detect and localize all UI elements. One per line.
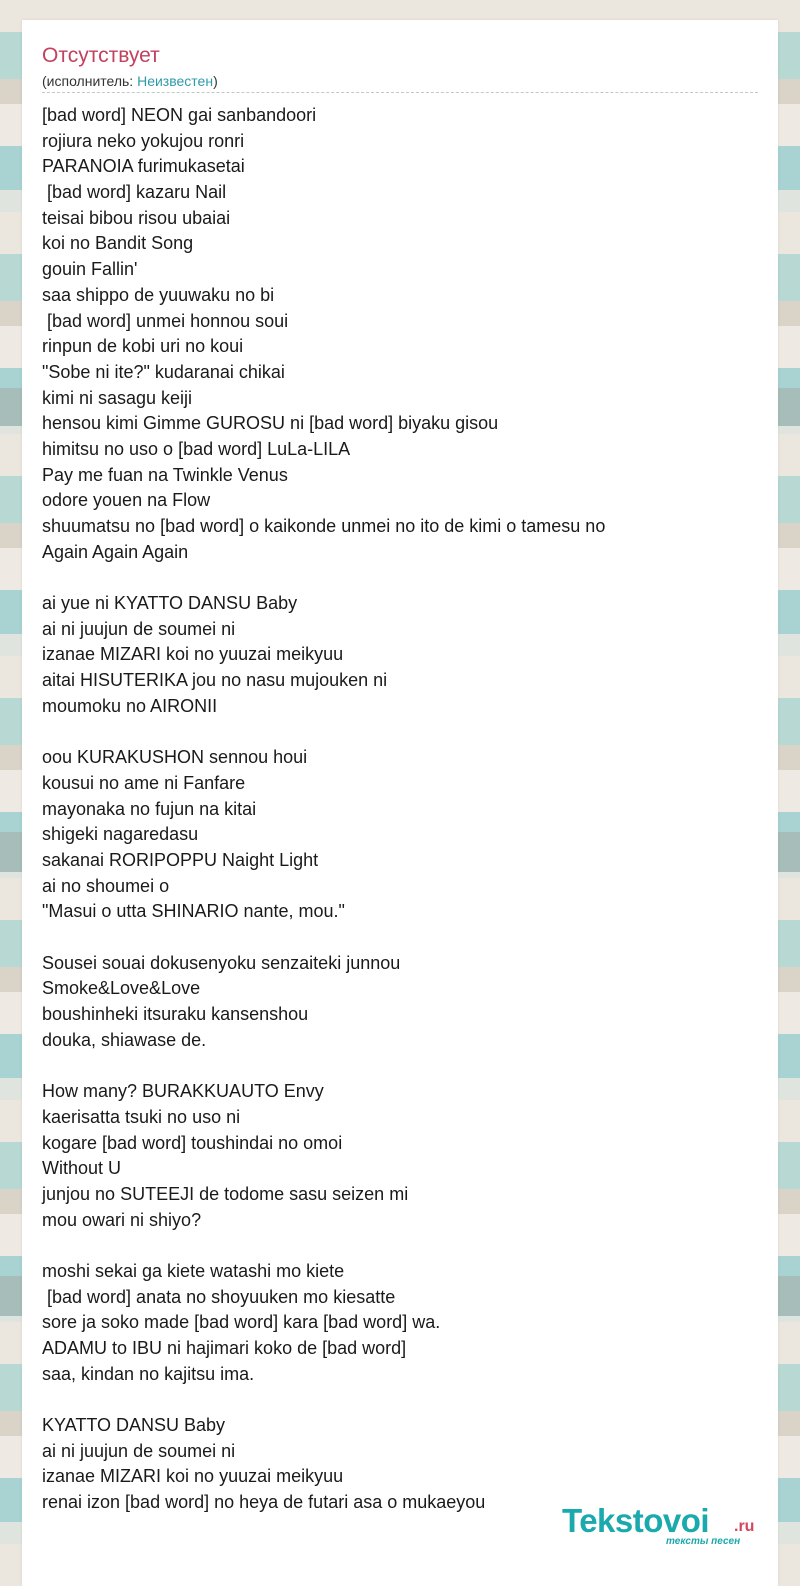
lyric-line: Smoke&Love&Love: [42, 978, 201, 999]
lyric-line: izanae MIZARI koi no yuuzai meikyuu: [42, 644, 344, 665]
lyric-line: mou owari ni shiyo?: [42, 1209, 202, 1230]
lyric-line: How many? BURAKKUAUTO Envy: [42, 1081, 324, 1102]
lyric-line: renai izon [bad word] no heya de futari asa o mukaeyou: [42, 1492, 486, 1513]
lyrics-text: [42, 103, 762, 1516]
lyric-line: ai ni juujun de soumei ni: [42, 618, 236, 639]
lyric-line: kaerisatta tsuki no uso ni: [42, 1106, 241, 1127]
lyric-line: ai ni juujun de soumei ni: [42, 1440, 236, 1461]
lyric-line: [42, 565, 762, 591]
lyric-line: "Masui o utta SHINARIO nante, mou.": [42, 901, 345, 922]
lyric-line: rojiura neko yokujou ronri: [42, 130, 245, 151]
lyric-line: [bad word] unmei honnou soui: [42, 310, 289, 331]
lyric-line: moshi sekai ga kiete watashi mo kiete: [42, 1260, 345, 1281]
lyric-line: kimi ni sasagu keiji: [42, 387, 193, 408]
lyric-line: teisai bibou risou ubaiai: [42, 207, 231, 228]
site-logo[interactable]: [562, 1502, 772, 1552]
logo-tagline: тексты песен: [666, 1536, 741, 1547]
lyric-line: aitai HISUTERIKA jou no nasu mujouken ni: [42, 670, 388, 691]
lyric-line: PARANOIA furimukasetai: [42, 156, 245, 177]
lyric-line: ai no shoumei o: [42, 875, 170, 896]
lyric-line: Again Again Again: [42, 541, 189, 562]
lyric-line: Pay me fuan na Twinkle Venus: [42, 464, 288, 485]
lyric-line: sore ja soko made [bad word] kara [bad word] wa.: [42, 1312, 441, 1333]
lyric-line: [bad word] anata no shoyuuken mo kiesatte: [42, 1286, 396, 1307]
lyric-line: [bad word] NEON gai sanbandoori: [42, 105, 317, 125]
artist-line: [42, 72, 218, 90]
lyric-line: [42, 925, 762, 951]
logo-tld: .ru: [734, 1518, 755, 1535]
lyric-line: rinpun de kobi uri no koui: [42, 336, 244, 357]
lyric-line: kousui no ame ni Fanfare: [42, 772, 246, 793]
lyric-line: [42, 1233, 762, 1259]
lyric-line: "Sobe ni ite?" kudaranai chikai: [42, 361, 285, 382]
lyric-line: ADAMU to IBU ni hajimari koko de [bad word]: [42, 1338, 407, 1358]
logo-name: Tekstovoi: [562, 1502, 710, 1539]
lyric-line: gouin Fallin': [42, 259, 138, 280]
lyric-line: KYATTO DANSU Baby: [42, 1415, 226, 1436]
lyric-line: [bad word] kazaru Nail: [42, 182, 227, 203]
lyric-line: Without U: [42, 1158, 122, 1179]
lyric-line: [42, 1053, 762, 1079]
lyric-line: shuumatsu no [bad word] o kaikonde unmei no ito de kimi o tamesu no: [42, 516, 606, 536]
lyric-line: koi no Bandit Song: [42, 233, 194, 254]
lyric-line: sakanai RORIPOPPU Naight Light: [42, 849, 319, 870]
lyric-line: kogare [bad word] toushindai no omoi: [42, 1132, 343, 1153]
lyric-line: himitsu no uso o [bad word] LuLa-LILA: [42, 438, 351, 459]
header-divider: [42, 92, 758, 93]
lyric-line: odore youen na Flow: [42, 490, 211, 511]
lyric-line: Sousei souai dokusenyoku senzaiteki junnou: [42, 952, 401, 973]
lyric-line: saa shippo de yuuwaku no bi: [42, 284, 275, 305]
song-title: Отсутствует: [42, 44, 160, 67]
lyric-line: boushinheki itsuraku kansenshou: [42, 1004, 309, 1025]
lyric-line: [42, 1387, 762, 1413]
artist-suffix: ): [213, 73, 218, 89]
lyric-line: hensou kimi Gimme GUROSU ni [bad word] biyaku gisou: [42, 413, 499, 434]
artist-prefix: (исполнитель:: [42, 73, 138, 89]
lyric-line: mayonaka no fujun na kitai: [42, 798, 257, 819]
lyric-line: saa, kindan no kajitsu ima.: [42, 1363, 255, 1384]
lyric-line: oou KURAKUSHON sennou houi: [42, 747, 308, 768]
lyric-line: izanae MIZARI koi no yuuzai meikyuu: [42, 1466, 344, 1487]
artist-link[interactable]: Неизвестен: [137, 73, 214, 89]
lyric-line: [42, 720, 762, 746]
lyric-line: junjou no SUTEEJI de todome sasu seizen mi: [42, 1183, 409, 1204]
lyric-line: ai yue ni KYATTO DANSU Baby: [42, 593, 298, 614]
lyric-line: moumoku no AIRONII: [42, 695, 218, 716]
lyric-line: douka, shiawase de.: [42, 1029, 207, 1050]
lyric-line: shigeki nagaredasu: [42, 824, 199, 845]
